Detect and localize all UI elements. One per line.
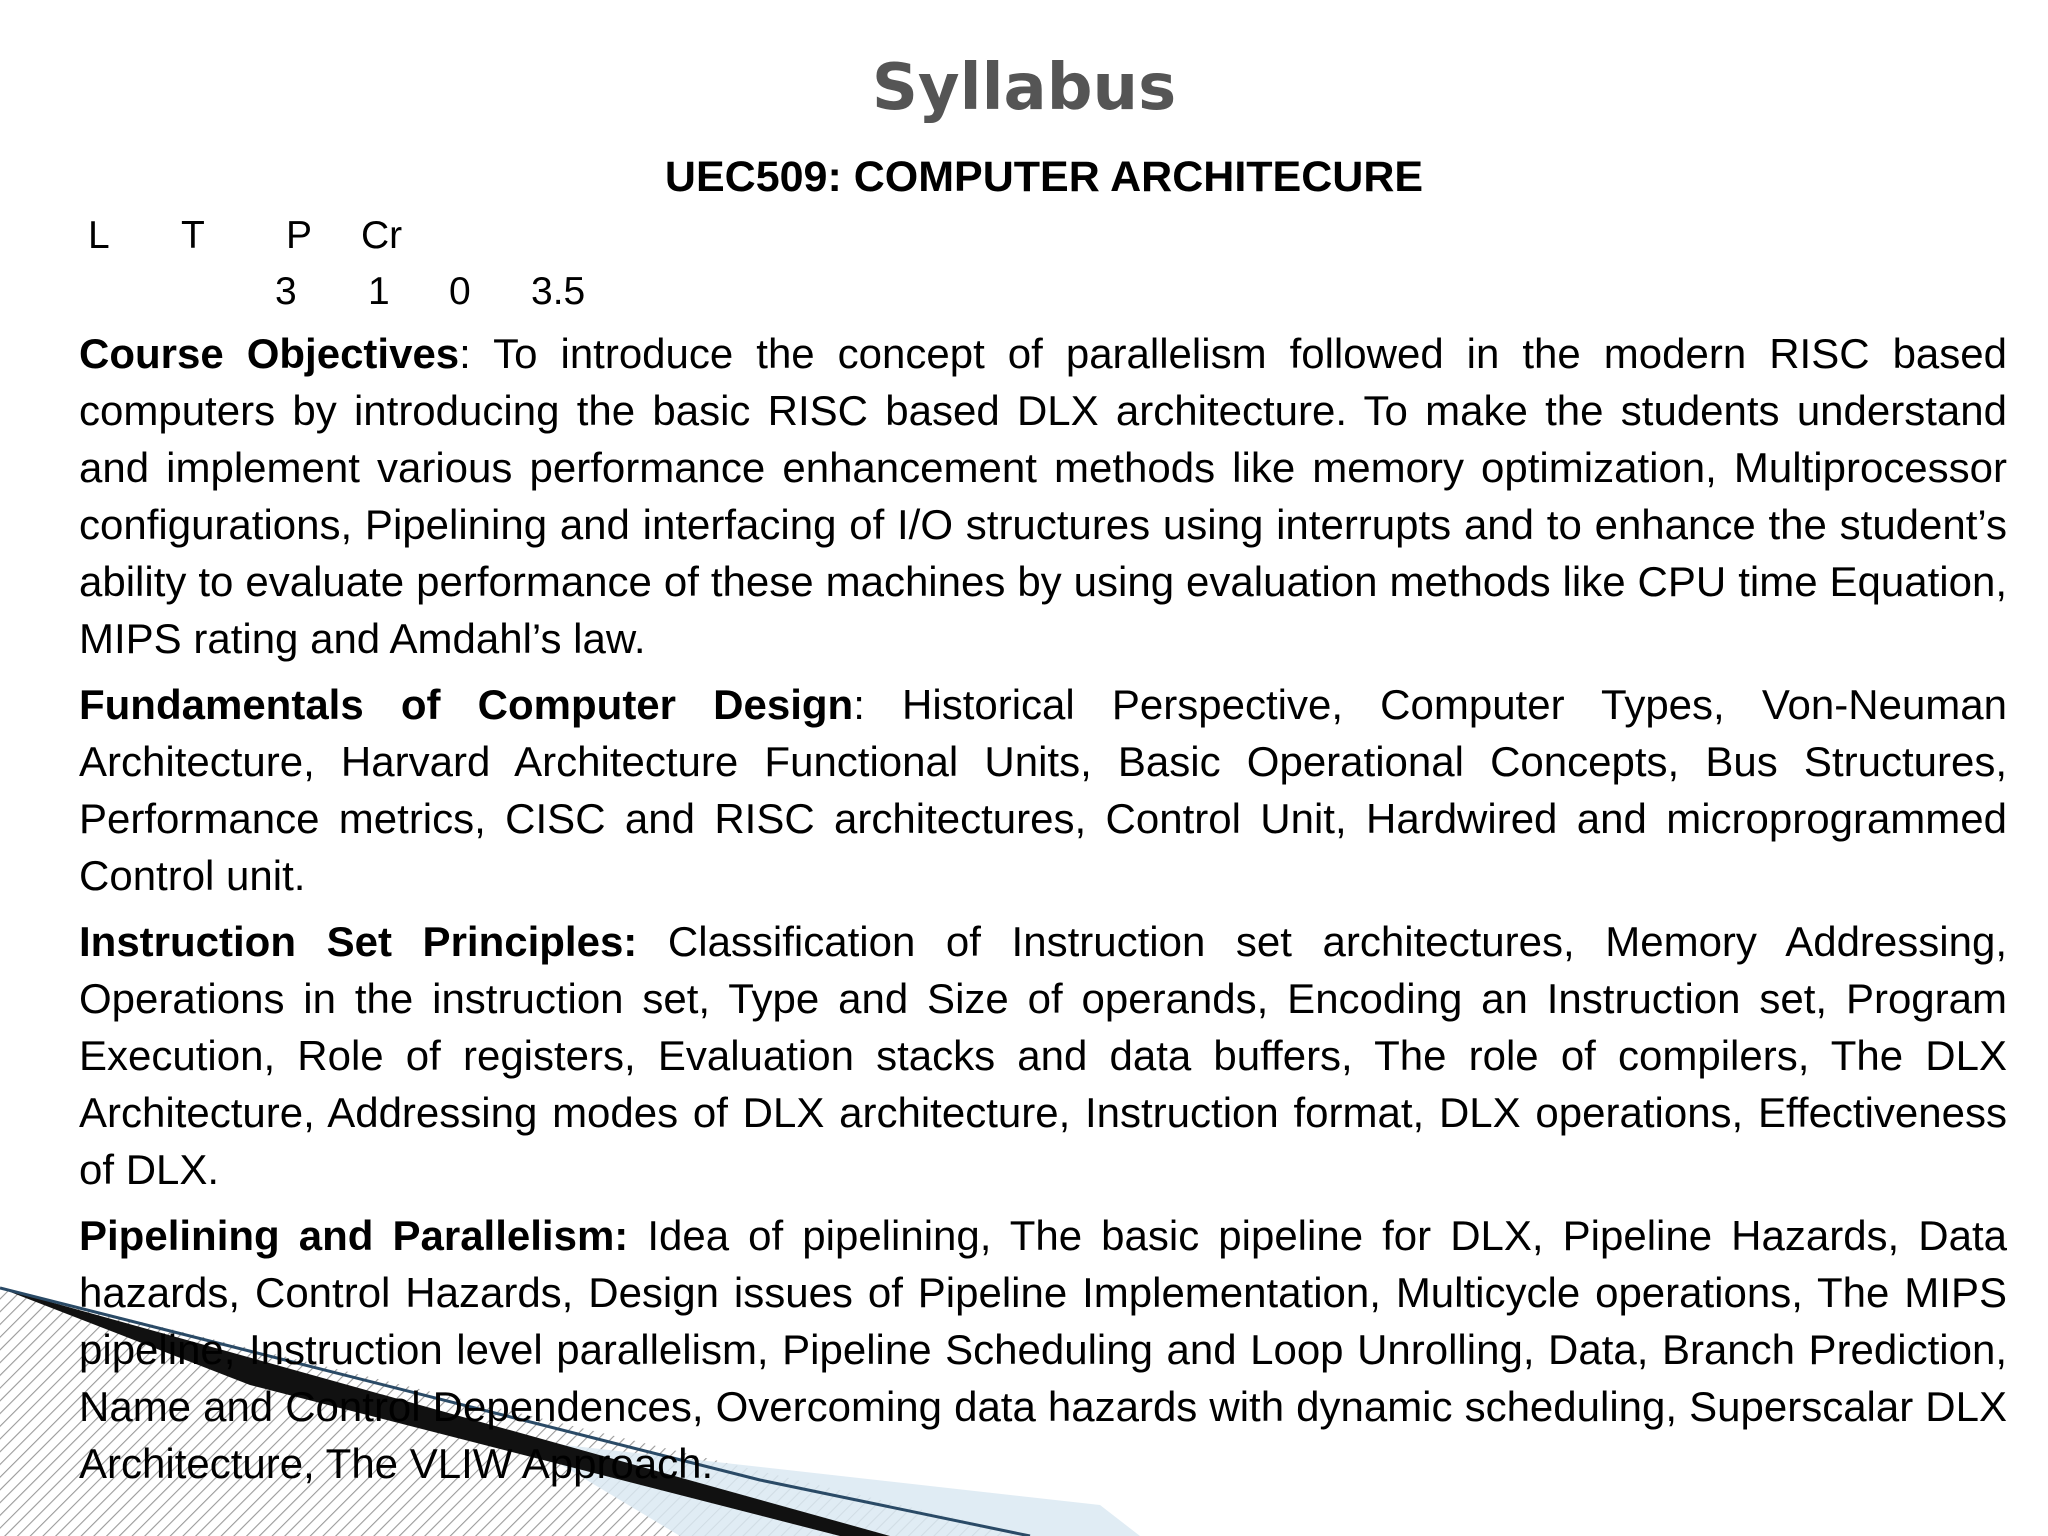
credit-value-t: 1: [368, 270, 390, 313]
section-separator: [628, 1212, 647, 1259]
section-body: Idea of pipelining, The basic pipeline for DLX, Pipeline Hazards, Data hazards, Control Hazards, Design issues of Pipeline Implementation, Multicycle operations, The MIPS pipeline, Instruction level parallelism, Pipeline Scheduling and Loop Unrolling, Data, Branch Prediction, Name and Control Dependences, Overcoming data hazards with dynamic scheduling, Superscalar DLX Architecture, The VLIW Approach.: [79, 1212, 2008, 1487]
section-separator: [637, 918, 668, 965]
credit-value-p: 0: [449, 270, 471, 313]
section-course-objectives: [79, 325, 2007, 667]
section-separator: :: [853, 681, 903, 728]
credit-value-cr: 3.5: [531, 270, 586, 313]
credit-header-cr: Cr: [361, 214, 403, 257]
section-heading: Fundamentals of Computer Design: [79, 681, 854, 728]
course-code: UEC509: COMPUTER ARCHITECURE: [664, 153, 1424, 201]
section-separator: :: [459, 330, 494, 377]
syllabus-content: [79, 325, 2007, 1501]
section-body: To introduce the concept of parallelism followed in the modern RISC based computers by introducing the basic RISC based DLX architecture. To make the students understand and implement various performance enhancement methods like memory optimization, Multiprocessor configurations, Pipelining and interfacing of I/O structures using interrupts and to enhance the student’s ability to evaluate performance of these machines by using evaluation methods like CPU time Equation, MIPS rating and Amdahl’s law.: [79, 330, 2008, 662]
section-heading: Instruction Set Principles:: [79, 918, 638, 965]
section-body: Classification of Instruction set architectures, Memory Addressing, Operations in the instruction set, Type and Size of operands, Encoding an Instruction set, Program Execution, Role of registers, Evaluation stacks and data buffers, The role of compilers, The DLX Architecture, Addressing modes of DLX architecture, Instruction format, DLX operations, Effectiveness of DLX.: [79, 918, 2007, 1193]
credit-header-l: L: [88, 214, 110, 257]
credit-values: [0, 268, 700, 316]
section-heading: Pipelining and Parallelism:: [79, 1212, 629, 1259]
section-heading: Course Objectives: [79, 330, 460, 377]
credit-value-l: 3: [275, 270, 297, 313]
section-body: Historical Perspective, Computer Types, Von-Neuman Architecture, Harvard Architecture Functional Units, Basic Operational Concepts, Bus Structures, Performance metrics, CISC and RISC architectures, Control Unit, Hardwired and microprogrammed Control unit.: [79, 681, 2008, 899]
section-pipelining: [79, 1207, 2007, 1492]
credit-header-t: T: [181, 214, 205, 257]
credit-header-p: P: [286, 214, 313, 257]
section-instruction-set: [79, 913, 2007, 1198]
section-fundamentals: [79, 676, 2007, 904]
slide-title: Syllabus: [871, 51, 1177, 125]
credit-headers: [0, 212, 600, 260]
